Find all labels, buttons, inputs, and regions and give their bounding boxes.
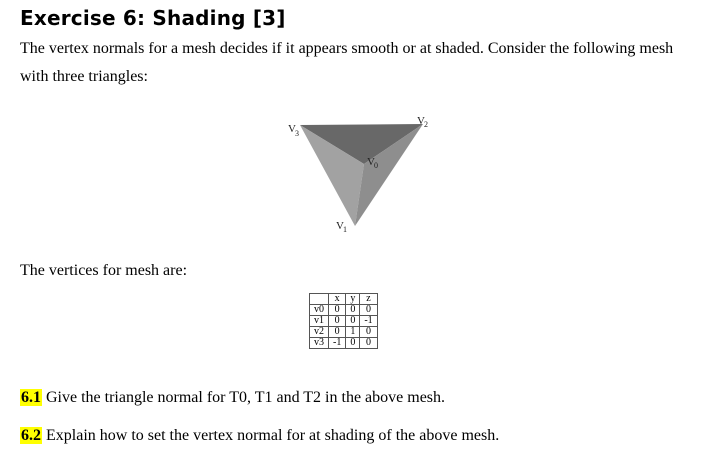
- question-6-1: [20, 389, 445, 407]
- table-cell: 0: [360, 305, 377, 316]
- question-number: 6.2: [21, 427, 41, 444]
- table-row: [310, 327, 378, 338]
- exercise-heading: Exercise 6: Shading [3]: [20, 6, 286, 30]
- vertex-label-v3: [288, 123, 299, 138]
- table-cell: 0: [360, 338, 377, 349]
- question-text: Explain how to set the vertex normal for at shading of the above mesh.: [42, 427, 500, 444]
- table-row: [310, 305, 378, 316]
- intro-line-2: with three triangles:: [20, 68, 148, 85]
- question-number: 6.1: [21, 389, 41, 406]
- vertex-label-v2: [417, 115, 428, 129]
- svg-text:V: V: [336, 220, 344, 232]
- table-header-cell: y: [346, 294, 360, 305]
- table-cell: -1: [360, 316, 377, 327]
- svg-text:V: V: [417, 115, 425, 127]
- intro-line-1: The vertex normals for a mesh decides if it appears smooth or at shaded. Consider the following mesh: [20, 40, 674, 57]
- table-cell: 0: [360, 327, 377, 338]
- vertices-intro: The vertices for mesh are:: [20, 262, 188, 279]
- table-cell: 0: [346, 305, 360, 316]
- svg-text:V: V: [367, 156, 375, 168]
- svg-text:3: 3: [295, 129, 299, 138]
- table-row: [310, 316, 378, 327]
- question-text: Give the triangle normal for T0, T1 and T2 in the above mesh.: [42, 389, 446, 406]
- table-cell: -1: [329, 338, 346, 349]
- table-cell: v1: [310, 316, 329, 327]
- table-cell: v0: [310, 305, 329, 316]
- table-cell: 0: [329, 305, 346, 316]
- table-cell: v3: [310, 338, 329, 349]
- table-cell: 0: [346, 338, 360, 349]
- table-row: [310, 338, 378, 349]
- table-cell: 0: [329, 327, 346, 338]
- svg-text:V: V: [288, 123, 296, 135]
- table-cell: 0: [346, 316, 360, 327]
- table-header-cell: z: [360, 294, 377, 305]
- svg-text:2: 2: [424, 120, 428, 129]
- table-cell: v2: [310, 327, 329, 338]
- question-6-2: [20, 427, 499, 445]
- table-header-row: [310, 294, 378, 305]
- vertex-label-v1: [336, 220, 347, 234]
- vertex-table: [309, 293, 378, 349]
- mesh-figure: [280, 108, 440, 243]
- table-header-cell: x: [329, 294, 346, 305]
- svg-text:0: 0: [374, 161, 378, 170]
- table-header-cell: [310, 294, 329, 305]
- table-cell: 0: [329, 316, 346, 327]
- svg-text:1: 1: [343, 225, 347, 234]
- table-cell: 1: [346, 327, 360, 338]
